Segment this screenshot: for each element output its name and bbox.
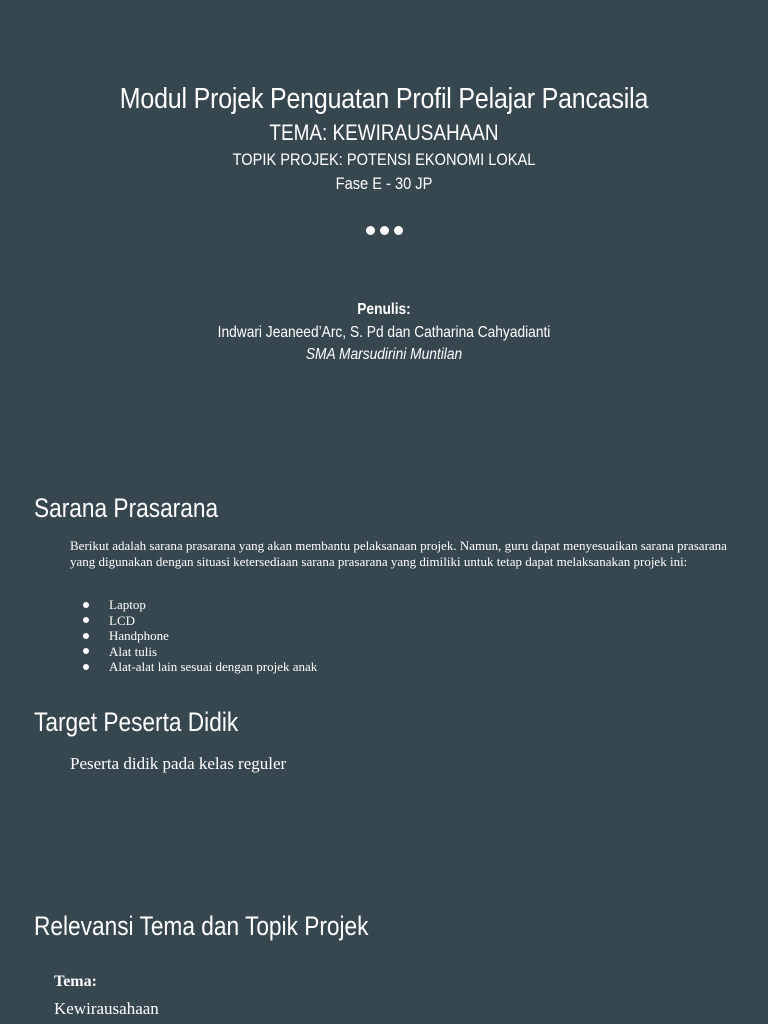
project-topic: TOPIK PROJEK: POTENSI EKONOMI LOKAL: [232, 150, 536, 169]
bullet-icon: [83, 602, 89, 608]
section-heading-sarana: Sarana Prasarana: [34, 493, 219, 523]
list-item-label: Alat tulis: [109, 643, 158, 659]
cover-header: [0, 80, 768, 246]
list-item-label: LCD: [109, 612, 135, 628]
list-item-label: Laptop: [109, 597, 146, 612]
list-item: [70, 659, 317, 675]
section-heading-relevansi: Relevansi Tema dan Topik Projek: [34, 911, 369, 941]
dot-icon: [394, 226, 403, 235]
section-heading-target: Target Peserta Didik: [34, 707, 239, 737]
document-title: Modul Projek Penguatan Profil Pelajar Pancasila: [119, 83, 649, 115]
bullet-icon: [83, 617, 89, 623]
phase-info: Fase E - 30 JP: [335, 174, 433, 193]
target-description: Peserta didik pada kelas reguler: [70, 754, 287, 773]
tema-value: Kewirausahaan: [54, 999, 159, 1018]
tema-label: Tema:: [54, 973, 97, 990]
list-item: [70, 644, 317, 660]
bullet-icon: [83, 648, 89, 654]
ellipsis-divider: [0, 226, 768, 246]
list-item: [70, 597, 317, 613]
bullet-icon: [83, 664, 89, 670]
author-names: Indwari Jeaneed’Arc, S. Pd dan Catharina Cahyadianti: [217, 324, 551, 341]
list-item-label: Alat-alat lain sesuai dengan projek anak: [109, 659, 318, 674]
author-block: [0, 298, 768, 366]
sarana-description: Berikut adalah sarana prasarana yang akan membantu pelaksanaan projek. Namun, guru dapat menyesuaikan sarana prasarana yang digunakan dengan situasi ketersediaan sarana prasarana yang dimiliki untuk tetap dapat melaksanakan projek ini:: [70, 538, 727, 569]
author-label: Penulis:: [357, 301, 411, 318]
author-school: SMA Marsudirini Muntilan: [305, 346, 463, 363]
theme-subtitle: TEMA: KEWIRAUSAHAAN: [269, 120, 499, 145]
list-item: [70, 613, 317, 629]
dot-icon: [380, 226, 389, 235]
sarana-list: [70, 597, 317, 675]
bullet-icon: [83, 633, 89, 639]
list-item-label: Handphone: [109, 628, 169, 643]
dot-icon: [366, 226, 375, 235]
list-item: [70, 628, 317, 644]
